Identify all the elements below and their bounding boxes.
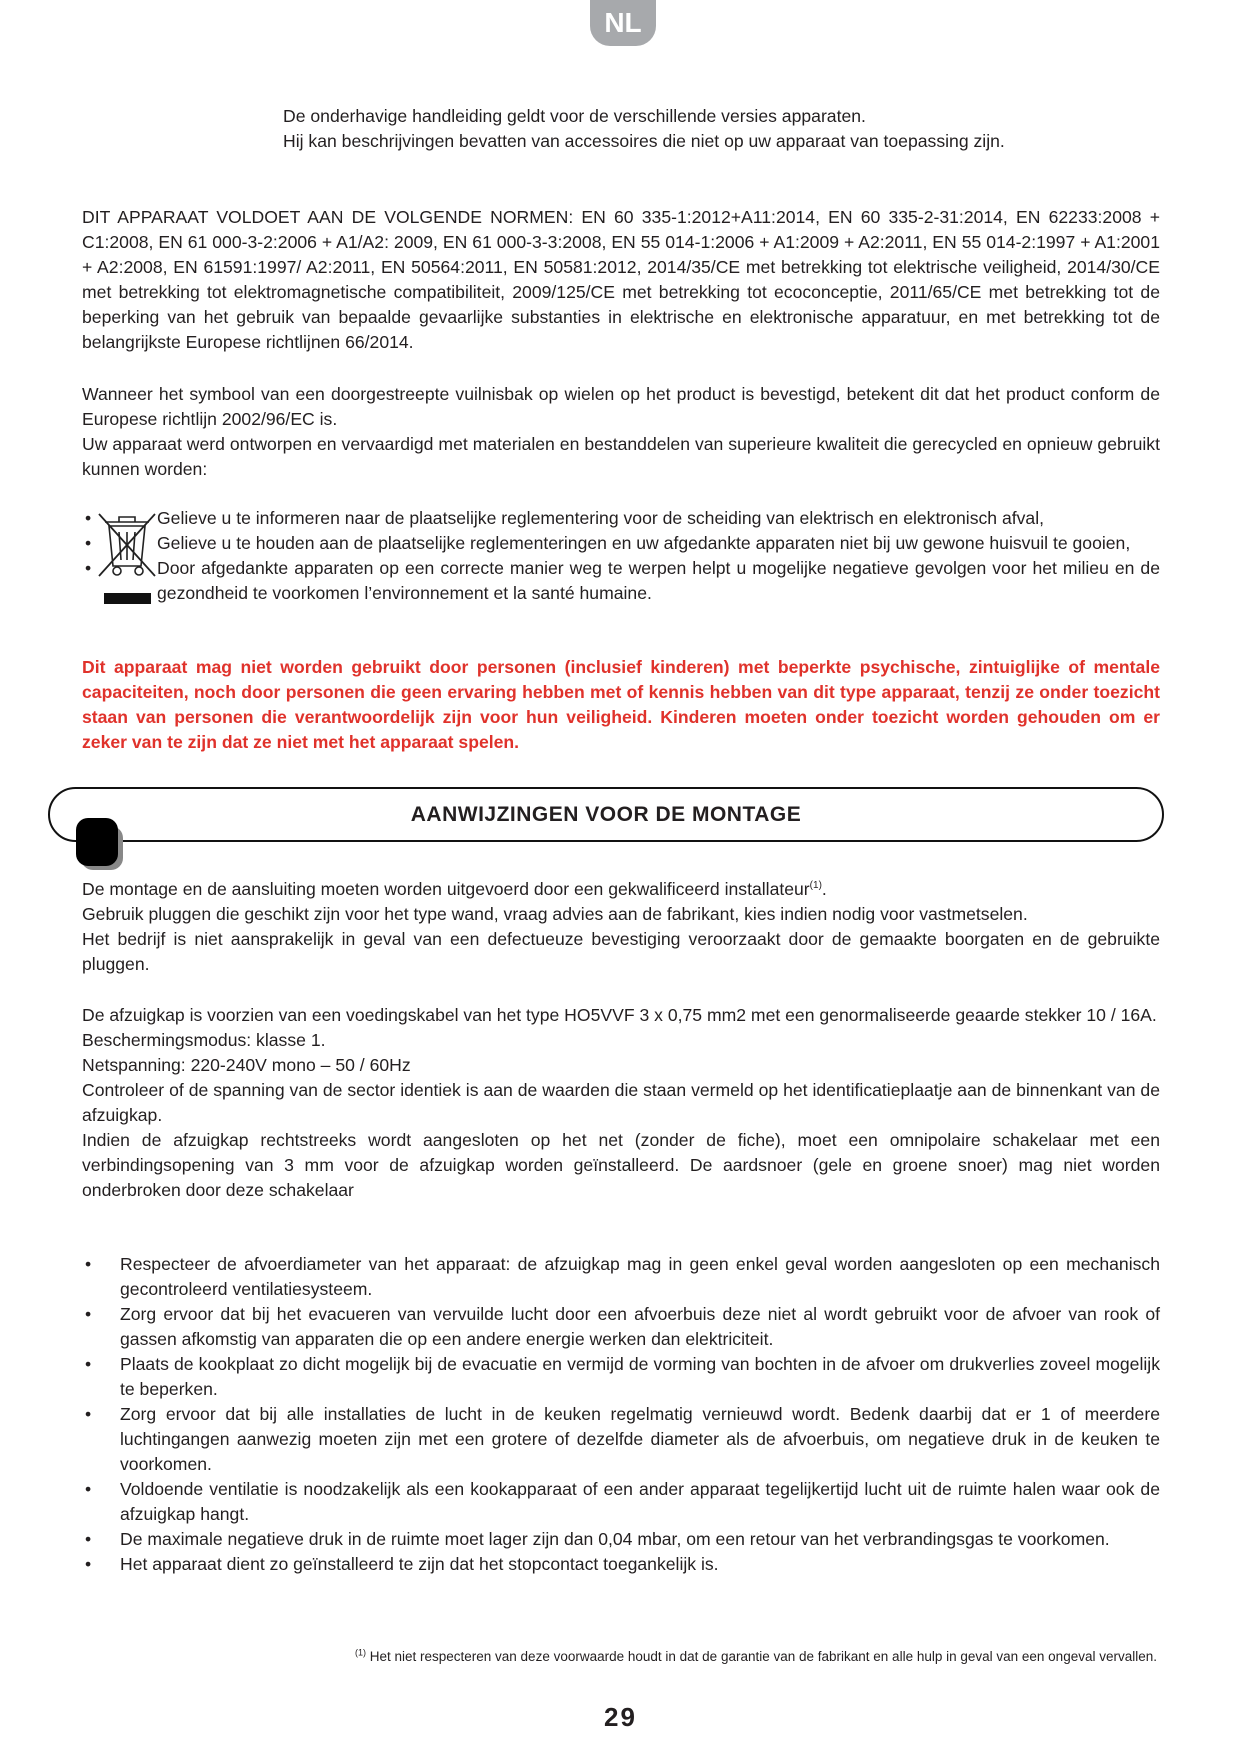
recycling-paragraph: Wanneer het symbool van een doorgestreepte vuilnisbak op wielen op het product is bevestigd, betekent dit dat het product conform de Europese richtlijn 2002/96/EC is. [82,384,1160,429]
electrical-spec-text [82,1003,1160,1203]
list-item [82,1477,1160,1527]
list-item [82,1402,1160,1477]
list-item-text: Zorg ervoor dat bij het evacueren van vervuilde lucht door een afvoerbuis deze niet al wordt gebruikt voor de afvoer van rook of gassen afkomstig van apparaten die op een andere energie werken dan elektriciteit. [120,1304,1160,1349]
spec-line: Indien de afzuigkap rechtstreeks wordt aangesloten op het net (zonder de fiche), moet een omnipolaire schakelaar met een verbindingsopening van 3 mm voor de afzuigkap worden geïnstalleerd. De aardsnoer (gele en groene snoer) mag niet worden onderbroken door deze schakelaar [82,1130,1160,1200]
bullet-dot: • [85,508,92,528]
spec-line: Controleer of de spanning van de sector identiek is aan de waarden die staan vermeld op het identificatieplaatje aan de binnenkant van de afzuigkap. [82,1080,1160,1125]
bullet-dot: • [85,533,92,553]
montage-text [82,877,1160,977]
list-item-text: Gelieve u te informeren naar de plaatselijke reglementering voor de scheiding van elektrisch en elektronisch afval, [157,508,1045,528]
bullet-dot: • [85,1304,92,1324]
list-item-text: De maximale negatieve druk in de ruimte moet lager zijn dan 0,04 mbar, om een retour van het verbrandingsgas te voorkomen. [120,1529,1110,1549]
language-badge: NL [590,0,656,46]
list-item [82,506,1160,531]
norms-paragraph: DIT APPARAAT VOLDOET AAN DE VOLGENDE NORMEN: EN 60 335-1:2012+A11:2014, EN 60 335-2-31:2014, EN 62233:2008 + C1:2008, EN 61 000-3-2:2006 + A1/A2: 2009, EN 61 000-3-3:2008, EN 55 014-1:2006 + A1:2009 + A2:2011, EN 55 014-2:1997 + A1:2001 + A2:2008, EN 61591:1997/ A2:2011, EN 50564:2011, EN 50581:2012, 2014/35/CE met betrekking tot elektrische veiligheid, 2014/30/CE met betrekking tot elektromagnetische compatibiliteit, 2009/125/CE met betrekking tot ecoconceptie, 2011/65/CE met betrekking tot de beperking van het gebruik van bepaalde gevaarlijke substanties in elektrische en elektronische apparatuur, en met betrekking tot de belangrijkste Europese richtlijnen 66/2014. [82,207,1160,352]
bullet-dot: • [85,1479,92,1499]
intro-text [283,104,1143,154]
footnote-mark: (1) [354,1647,366,1658]
list-item [82,1302,1160,1352]
bullet-dot: • [85,558,92,578]
list-item-text: Gelieve u te houden aan de plaatselijke reglementeringen en uw afgedankte apparaten niet bij uw gewone huisvuil te gooien, [157,533,1131,553]
list-item [82,1527,1160,1552]
spec-line: Beschermingsmodus: klasse 1. [82,1030,326,1050]
bullet-dot: • [85,1254,92,1274]
montage-line-end: . [821,879,827,899]
list-item [82,1352,1160,1402]
list-item [82,531,1160,556]
list-item-text: Plaats de kookplaat zo dicht mogelijk bij de evacuatie en vermijd de vorming van bochten in de afvoer om drukverlies zoveel mogelijk te beperken. [120,1354,1160,1399]
footnote-reference: (1) [809,880,822,892]
intro-line: Hij kan beschrijvingen bevatten van accessoires die niet op uw apparaat van toepassing zijn. [283,131,1005,151]
list-item-text: Respecteer de afvoerdiameter van het apparaat: de afzuigkap mag in geen enkel geval worden aangesloten op een mechanisch gecontroleerd ventilatiesysteem. [120,1254,1160,1299]
spec-line: De afzuigkap is voorzien van een voedingskabel van het type HO5VVF 3 x 0,75 mm2 met een genormaliseerde geaarde stekker 10 / 16A. [82,1005,1157,1025]
recycling-paragraph: Uw apparaat werd ontworpen en vervaardigd met materialen en bestanddelen van superieure kwaliteit die gerecycled en opnieuw gebruikt kunnen worden: [82,434,1160,479]
footnote-text: Het niet respecteren van deze voorwaarde houdt in dat de garantie van de fabrikant en alle hulp in geval van een ongeval vervallen. [369,1649,1157,1664]
bullet-dot: • [85,1404,92,1424]
list-item-text: Zorg ervoor dat bij alle installaties de lucht in de keuken regelmatig vernieuwd wordt. Bedenk daarbij dat er 1 of meerdere luchtingangen aanwezig moeten zijn met een grotere of dezelfde diameter als de afvoerbuis, om negatieve druk in de keuken te voorkomen. [120,1404,1160,1474]
section-title: AANWIJZINGEN VOOR DE MONTAGE [410,803,802,826]
montage-line: Het bedrijf is niet aansprakelijk in geval van een defectueuze bevestiging veroorzaakt door de gemaakte boorgaten en de gebruikte pluggen. [82,929,1160,974]
page-number: 29 [604,1702,637,1732]
list-item [82,556,1160,606]
list-item-text: Het apparaat dient zo geïnstalleerd te zijn dat het stopcontact toegankelijk is. [120,1554,719,1574]
intro-line: De onderhavige handleiding geldt voor de verschillende versies apparaten. [283,106,866,126]
list-item-text: Voldoende ventilatie is noodzakelijk als een kookapparaat of een ander apparaat tegelijkertijd lucht uit de ruimte halen waar ook de afzuigkap hangt. [120,1479,1160,1524]
montage-line: Gebruik pluggen die geschikt zijn voor het type wand, vraag advies aan de fabrikant, kies indien nodig voor vastmetselen. [82,904,1028,924]
bullet-dot: • [85,1354,92,1374]
montage-line-text: De montage en de aansluiting moeten worden uitgevoerd door een gekwalificeerd installateur [82,879,810,899]
list-item [82,1552,1160,1577]
spec-line: Netspanning: 220-240V mono – 50 / 60Hz [82,1055,411,1075]
recycling-text [82,382,1160,482]
bullet-dot: • [85,1529,92,1549]
list-item [82,1252,1160,1302]
safety-warning: Dit apparaat mag niet worden gebruikt door personen (inclusief kinderen) met beperkte psychische, zintuiglijke of mentale capaciteiten, noch door personen die geen ervaring hebben met of kennis hebben van dit type apparaat, tenzij ze onder toezicht staan van personen die verantwoordelijk zijn voor hun veiligheid. Kinderen moeten onder toezicht worden gehouden om er zeker van te zijn dat ze niet met het apparaat spelen. [82,657,1160,752]
footnote [82,1648,1157,1666]
recycling-bullet-list [82,506,1160,606]
bullet-dot: • [85,1554,92,1574]
montage-line [82,877,1160,902]
installation-requirements-list [82,1252,1160,1577]
list-item-text: Door afgedankte apparaten op een correcte manier weg te werpen helpt u mogelijke negatieve gevolgen voor het milieu en de gezondheid te voorkomen l’environnement et la santé humaine. [157,558,1160,603]
